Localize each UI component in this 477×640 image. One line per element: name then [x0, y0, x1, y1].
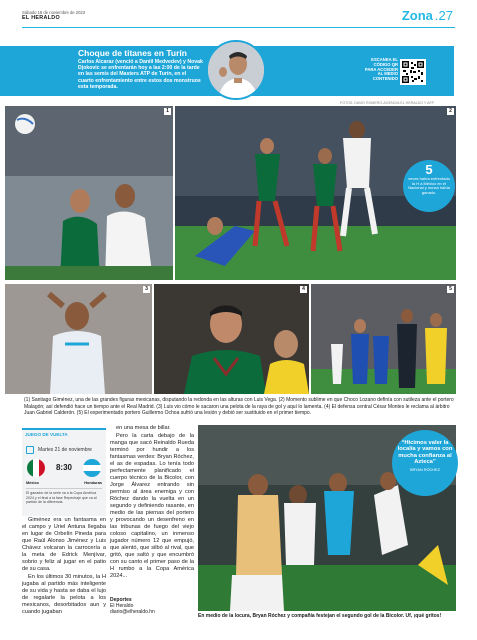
match-label: JUEGO DE VUELTA	[25, 432, 68, 437]
quote-bubble	[392, 430, 458, 496]
section-title	[402, 8, 453, 23]
quote-author: BRYAN RÓCHEZ	[410, 467, 440, 472]
photo-gimenez-header	[5, 106, 173, 280]
match-note: El ganador de la serie va a la Copa América 2024 y el final a la fase Repechaje que va al partido de la diferencia.	[26, 488, 102, 505]
stat-text: veces había enfrentado la H a México en el Nacional y nunca había ganado.	[408, 176, 450, 195]
photo-vega-lament	[5, 284, 152, 394]
mexico-flag-icon	[27, 459, 45, 477]
photo-caption: (1) Santiago Giménez, una de las grandes figuras mexicanas, disputando la redonda en las alturas con Luis Vega. (2) Momento sublime en que Choco Lozano definía con sutileza ante el portero Malagón; así defendió hace un tiempo ante el Real Madrid. (3) Luis vio cómo le sacaron una pelota de la raya de gol y aquí lo lamenta. (4) El defensa central César Montes le reclama al árbitro Juan Gabriel Calderón. (5) El experimentado portero Guillermo Ochoa sufrió una lesión y debió ser sustituido en el primer tiempo.	[24, 397, 454, 417]
calendar-icon	[26, 446, 34, 454]
photo-number: 3	[143, 286, 150, 293]
photo-4-illustration	[154, 284, 309, 394]
photo-number: 1	[164, 108, 171, 115]
byline-section: Deportes	[110, 597, 132, 603]
article-byline	[110, 597, 155, 615]
team-home: México	[26, 481, 39, 485]
header-rule	[22, 27, 455, 28]
newspaper-brand: EL HERALDO	[22, 15, 60, 21]
byline-outlet: El Heraldo	[110, 603, 134, 609]
photo-number: 2	[447, 108, 454, 115]
match-time: 8:30	[55, 463, 72, 472]
byline-email[interactable]: diario@elheraldo.hn	[110, 609, 155, 615]
issue-date: Sábado 18 de noviembre de 2023	[22, 10, 86, 15]
photo-number: 5	[447, 286, 454, 293]
paragraph: Giménez era un fantasma en el campo y Uriel Antuna llegaba en lugar de Orbelín Pineda para que Raúl Alonso Jiménez y Luis Chávez volcaran la carrocería a la meta de Edrick Menjívar, sobrio y feliz al jugar en el patio de su casa.	[22, 517, 106, 572]
photo-ochoa-injury	[311, 284, 456, 394]
celebration-caption: En medio de la locura, Bryan Róchez y compañía festejan el segundo gol de la Bicolor. Uf, ¡qué gritos!	[198, 613, 442, 619]
photo-3-illustration	[5, 284, 152, 394]
photo-montes-referee	[154, 284, 309, 394]
photo-5-illustration	[311, 284, 456, 394]
match-teams	[26, 481, 102, 485]
honduras-flag-icon	[83, 459, 101, 477]
team-away: Honduras	[84, 481, 102, 485]
match-date: Martes 21 de noviembre	[38, 447, 92, 453]
page-number: .27	[434, 8, 453, 23]
djokovic-photo	[206, 40, 266, 100]
banner-title: Choque de titanes en Turín	[78, 48, 187, 58]
qr-code-icon	[402, 61, 424, 83]
photo-number: 4	[300, 286, 307, 293]
match-info-box	[22, 428, 106, 516]
paragraph: en una mesa de billar.	[116, 425, 171, 431]
quote-text: “Hicimos valer la localía y vamos con mucha confianza al Azteca”	[397, 440, 453, 466]
qr-code[interactable]	[400, 59, 426, 85]
page-header	[0, 0, 477, 28]
paragraph: En los últimos 30 minutos, la H jugaba al partido más inteligente de su vida y hasta se daba el lujo de regalarle la pelota a los mexicanos, desorbitados aun y cuando jugaban	[22, 574, 106, 615]
paragraph: Pero la carta debajo de la manga que sacó Reinaldo Rueda terminó por hundir a los fantasmas verdes: Bryan Róchez, el as de espadas. Lo tenía todo perfectamente planificado el cuerpo técnico de la Bicolor, con Jorge Álvarez entrando sin permiso al área enemiga y con Róchez dando la vuelta en un segundo y definiendo rasante, en medio de las piernas del portero y provocando un desenfreno en las tribunas de fuego del viejo coloso capitalino, un inmenso jugador número 12 que empujó, que alentó, que silbó al rival, que gritó, que saltó y que encumbró con su canto el primer paso de la H rumbo a la Copa América 2024...	[110, 433, 194, 579]
banner-text: Carlos Alcaraz (venció a Daniil Medvedev) y Novak Djokovic se enfrentarán hoy a las 2:00 de la tarde en las semis del Masters ATP de Turín, en el cuarto enfrentamiento entre estos dos monstruos esta temporada.	[78, 59, 203, 90]
photo-credit: FOTOS: DAVID ROMERO-AGENCIA EL HERALDO Y AFP	[340, 101, 435, 105]
section-name: Zona	[401, 8, 433, 23]
article-column-1	[22, 517, 106, 617]
stat-number: 5	[425, 162, 433, 177]
photo-1-illustration	[5, 106, 173, 280]
article-column-2	[110, 425, 194, 581]
stat-bubble	[403, 160, 455, 212]
qr-instructions: ESCANEA EL CÓDIGO QR PARA ACCEDER AL MEDIO CONTENIDO	[364, 57, 398, 82]
